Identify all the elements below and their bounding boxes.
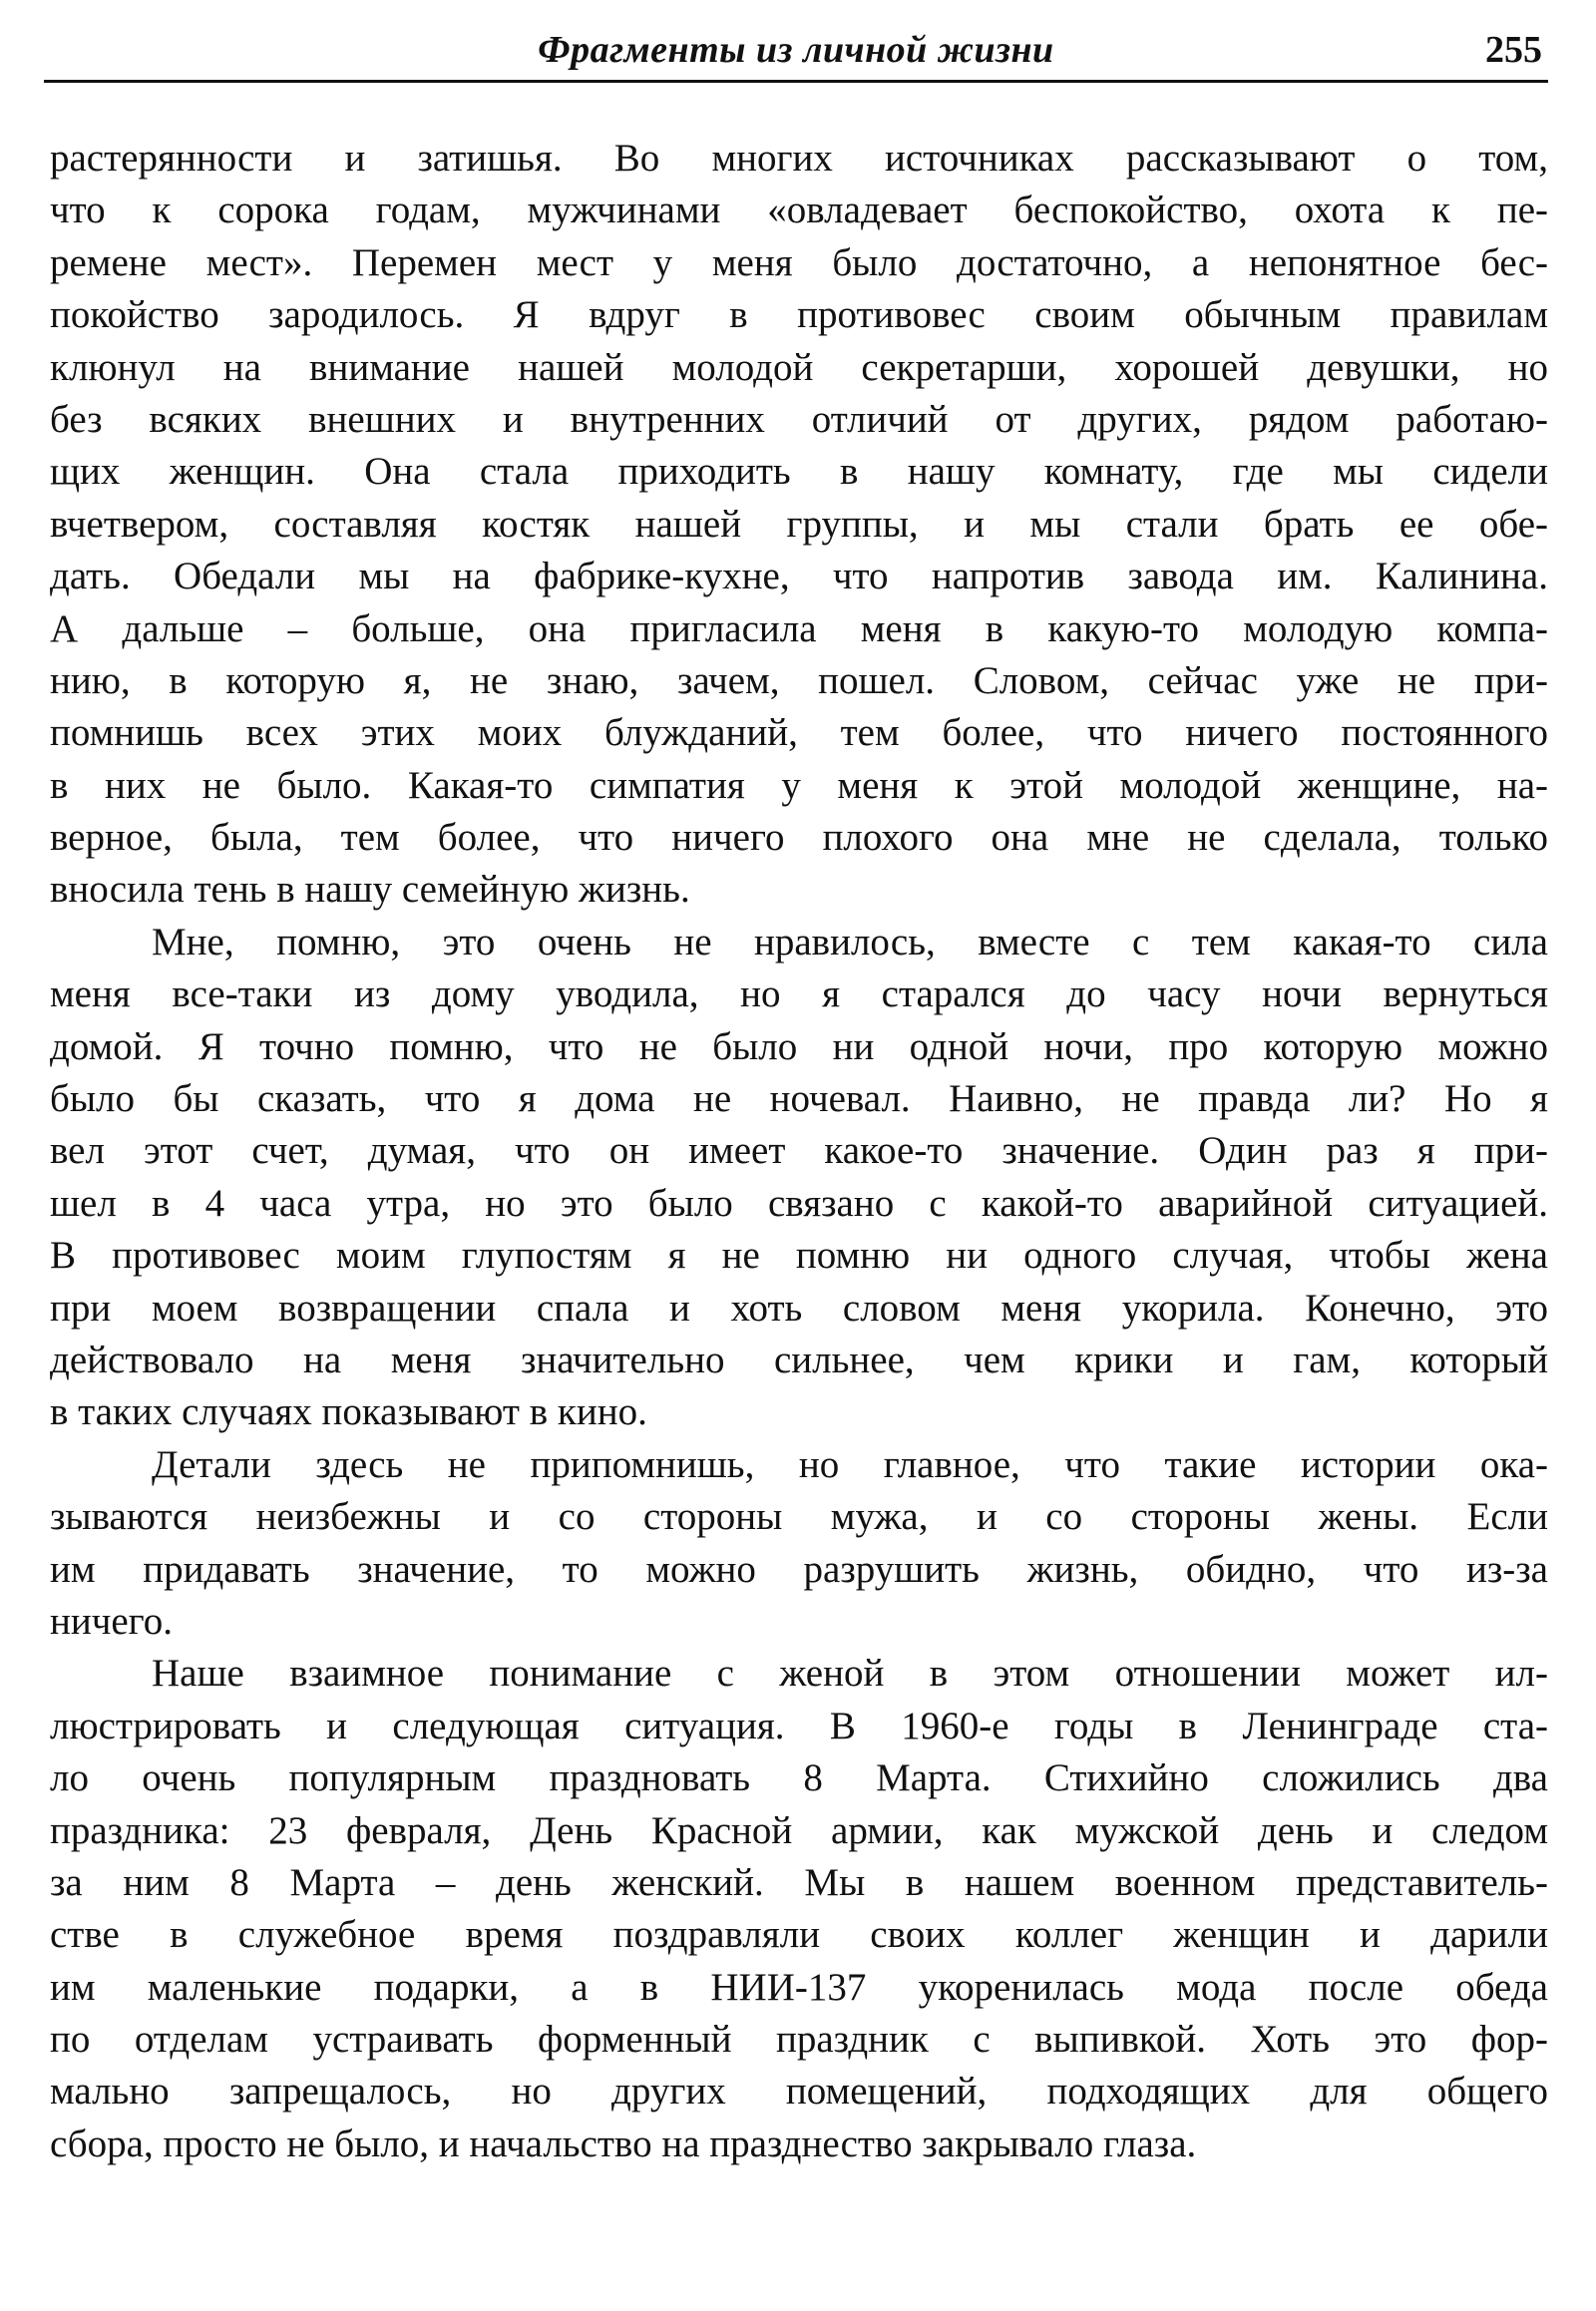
- text-line: меня все-таки из дому уводила, но я старался до часу ночи вернуться: [50, 972, 1548, 1016]
- text-line: покойство зародилось. Я вдруг в противовес своим обычным правилам: [50, 293, 1548, 337]
- text-line: Наше взаимное понимание с женой в этом отношении может ил-: [152, 1652, 1548, 1696]
- text-line: что к сорока годам, мужчинами «овладевает беспокойство, охота к пе-: [50, 189, 1548, 232]
- text-line: шел в 4 часа утра, но это было связано с какой-то аварийной ситуацией.: [50, 1181, 1548, 1225]
- running-header: [44, 22, 1548, 83]
- text-line: в них не было. Какая-то симпатия у меня к этой молодой женщине, на-: [50, 763, 1548, 807]
- text-line: клюнул на внимание нашей молодой секретарши, хорошей девушки, но: [50, 345, 1548, 389]
- paragraph: [50, 917, 1548, 1439]
- text-line: Мне, помню, это очень не нравилось, вместе с тем какая-то сила: [152, 920, 1548, 963]
- text-line: ло очень популярным праздновать 8 Марта. Стихийно сложились два: [50, 1756, 1548, 1800]
- text-line: зываются неизбежны и со стороны мужа, и со стороны жены. Если: [50, 1495, 1548, 1539]
- paragraph: [50, 133, 1548, 917]
- text-line: люстрировать и следующая ситуация. В 1960-е годы в Ленинграде ста-: [50, 1704, 1548, 1747]
- text-line: Детали здесь не припомнишь, но главное, что такие истории ока-: [152, 1442, 1548, 1486]
- text-line: в таких случаях показывают в кино.: [50, 1390, 647, 1434]
- text-line: было бы сказать, что я дома не ночевал. Наивно, не правда ли? Но я: [50, 1077, 1548, 1121]
- text-line: сбора, просто не было, и начальство на празднество закрывало глаза.: [50, 2121, 1197, 2165]
- text-line: растерянности и затишья. Во многих источниках рассказывают о том,: [50, 137, 1548, 180]
- text-line: вносила тень в нашу семейную жизнь.: [50, 868, 690, 912]
- text-line: помнишь всех этих моих блужданий, тем более, что ничего постоянного: [50, 711, 1548, 755]
- paragraph: [50, 1648, 1548, 2170]
- page-body: [50, 133, 1548, 2170]
- text-line: А дальше – больше, она пригласила меня в какую-то молодую компа-: [50, 606, 1548, 650]
- text-line: вел этот счет, думая, что он имеет какое-то значение. Один раз я при-: [50, 1129, 1548, 1173]
- text-line: при моем возвращении спала и хоть словом меня укорила. Конечно, это: [50, 1286, 1548, 1330]
- text-line: им маленькие подарки, а в НИИ-137 укоренилась мода после обеда: [50, 1965, 1548, 2009]
- text-line: стве в служебное время поздравляли своих коллег женщин и дарили: [50, 1913, 1548, 1957]
- text-line: ничего.: [50, 1599, 173, 1643]
- text-line: домой. Я точно помню, что не было ни одной ночи, про которую можно: [50, 1024, 1548, 1068]
- text-line: им придавать значение, то можно разрушить жизнь, обидно, что из-за: [50, 1547, 1548, 1591]
- text-line: мально запрещалось, но других помещений, подходящих для общего: [50, 2070, 1548, 2114]
- page-number: 255: [1485, 29, 1542, 71]
- text-line: ремене мест». Перемен мест у меня было достаточно, а непонятное бес-: [50, 240, 1548, 284]
- text-line: щих женщин. Она стала приходить в нашу комнату, где мы сидели: [50, 450, 1548, 494]
- text-line: по отделам устраивать форменный праздник с выпивкой. Хоть это фор-: [50, 2018, 1548, 2062]
- paragraph: [50, 1439, 1548, 1649]
- text-line: дать. Обедали мы на фабрике-кухне, что напротив завода им. Калинина.: [50, 555, 1548, 598]
- text-line: праздника: 23 февраля, День Красной армии, как мужской день и следом: [50, 1808, 1548, 1852]
- text-line: В противовес моим глупостям я не помню ни одного случая, чтобы жена: [50, 1234, 1548, 1278]
- text-line: действовало на меня значительно сильнее, чем крики и гам, который: [50, 1338, 1548, 1381]
- text-line: без всяких внешних и внутренних отличий от других, рядом работаю-: [50, 397, 1548, 441]
- text-line: за ним 8 Марта – день женский. Мы в нашем военном представитель-: [50, 1860, 1548, 1904]
- text-line: верное, была, тем более, что ничего плохого она мне не сделала, только: [50, 816, 1548, 860]
- running-title: Фрагменты из личной жизни: [538, 29, 1054, 71]
- text-line: нию, в которую я, не знаю, зачем, пошел. Словом, сейчас уже не при-: [50, 658, 1548, 702]
- text-line: вчетвером, составляя костяк нашей группы, и мы стали брать ее обе-: [50, 502, 1548, 546]
